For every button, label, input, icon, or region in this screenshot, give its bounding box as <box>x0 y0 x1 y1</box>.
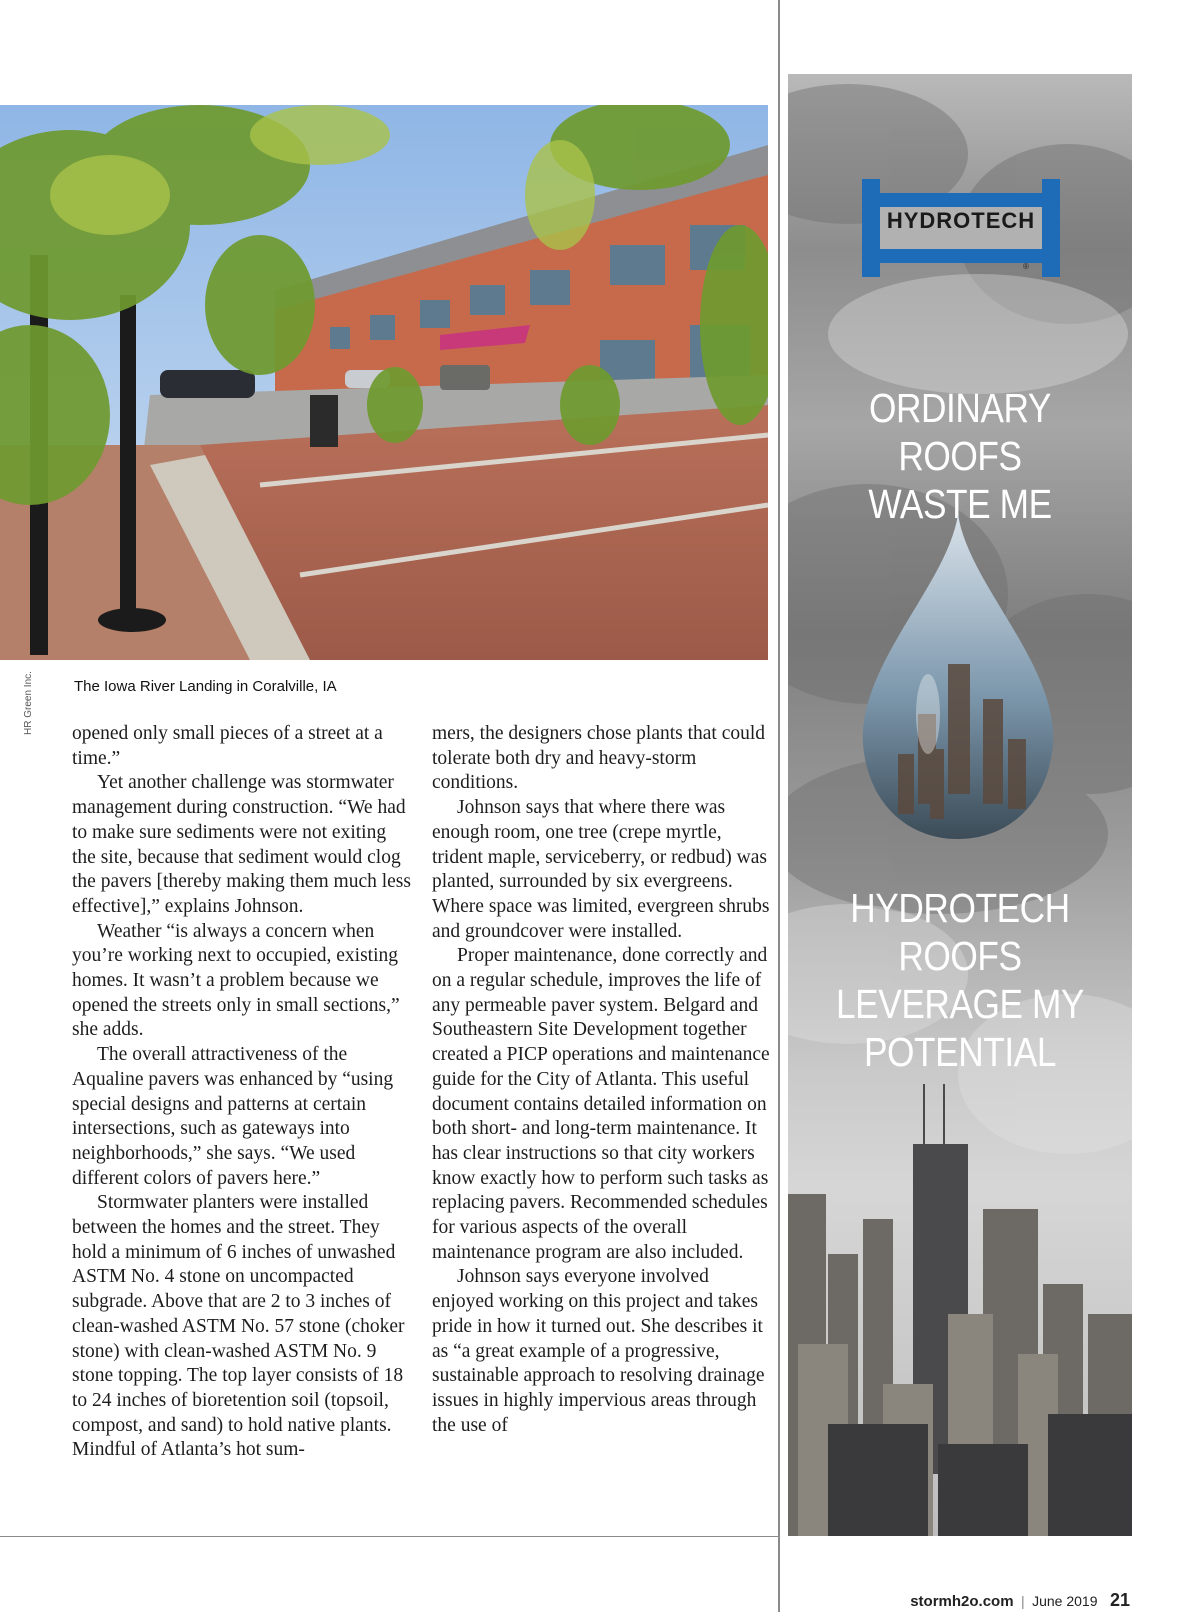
paragraph: mers, the designers chose plants that could tolerate both dry and heavy-storm conditions. <box>432 723 766 794</box>
page-divider-horizontal <box>0 1536 778 1537</box>
headline-line: WASTE ME <box>868 481 1052 527</box>
issue-date: June 2019 <box>1032 1593 1098 1609</box>
page-divider-vertical <box>778 0 780 1612</box>
paragraph: opened only small pieces of a street at a time.” <box>72 723 383 769</box>
headline-line: HYDROTECH ROOFS <box>850 885 1070 979</box>
page-number: 21 <box>1109 1590 1130 1610</box>
paragraph: Stormwater planters were installed between the homes and the street. They hold a minimum of 6 inches of unwashed ASTM No. 4 stone on uncompacted subgrade. Above that are 2 to 3 inches of clean-washed ASTM No. 57 stone (choker stone) with clean-washed ASTM No. 9 stone topping. The top layer consists of 18 to 24 inches of bioretention soil (topsoil, compost, and sand) to hold native plants. Mindful of Atlanta’s hot sum- <box>72 1192 405 1461</box>
paragraph: The overall attractiveness of the Aqualine pavers was enhanced by “using special designs and patterns at certain intersections, such as gateways into neighborhoods,” she says. “We used different colors of pavers here.” <box>72 1044 394 1189</box>
page-footer <box>910 1590 1130 1611</box>
headline-line: POTENTIAL <box>863 1029 1057 1075</box>
paragraph: Johnson says everyone involved enjoyed working on this project and takes pride in how it turned out. She describes it as “a great example of a progressive, sustainable approach to resolving drainage issues in highly impervious areas through the use of <box>432 1266 765 1436</box>
photo-credit: HR Green Inc. <box>23 671 34 735</box>
street-photo <box>0 105 768 660</box>
article-column-left <box>72 722 412 1463</box>
article-column-right <box>432 722 772 1438</box>
water-drop-image <box>858 514 1058 844</box>
paragraph: Yet another challenge was stormwater management during construction. “We had to make sure sediments were not exiting the site, because that sediment would clog the pavers [thereby making them much less effective],” explains Johnson. <box>72 772 411 917</box>
hydrotech-wordmark: HYDROTECH <box>886 208 1036 233</box>
headline-line: LEVERAGE MY <box>835 981 1085 1027</box>
city-skyline-image <box>788 1084 1132 1536</box>
hydrotech-advertisement[interactable] <box>788 74 1132 1536</box>
photo-caption: The Iowa River Landing in Coralville, IA <box>74 678 337 695</box>
ad-headline-top <box>812 384 1108 528</box>
footer-separator: | <box>1021 1593 1025 1609</box>
website-url[interactable]: stormh2o.com <box>910 1593 1014 1610</box>
registered-mark: ® <box>1023 262 1029 271</box>
paragraph: Proper maintenance, done correctly and on a regular schedule, improves the life of any permeable paver system. Belgard and Southeastern Site Development together created a PICP operations and maintenance guide for the City of Atlanta. This useful document contains detailed information on both short- and long-term maintenance. It has clear instructions so that city workers know exactly how to perform such tasks as replacing pavers. Recommended schedules for various aspects of the overall maintenance program are also included. <box>432 945 770 1263</box>
headline-line: ORDINARY ROOFS <box>868 385 1052 479</box>
ad-headline-bottom <box>812 884 1108 1076</box>
paragraph: Weather “is always a concern when you’re working next to occupied, existing homes. It wasn’t a problem because we opened the streets only in small sections,” she adds. <box>72 920 400 1041</box>
paragraph: Johnson says that where there was enough room, one tree (crepe myrtle, trident maple, serviceberry, or redbud) was planted, surrounded by six evergreens. Where space was limited, evergreen shrubs and groundcover were installed. <box>432 797 770 942</box>
